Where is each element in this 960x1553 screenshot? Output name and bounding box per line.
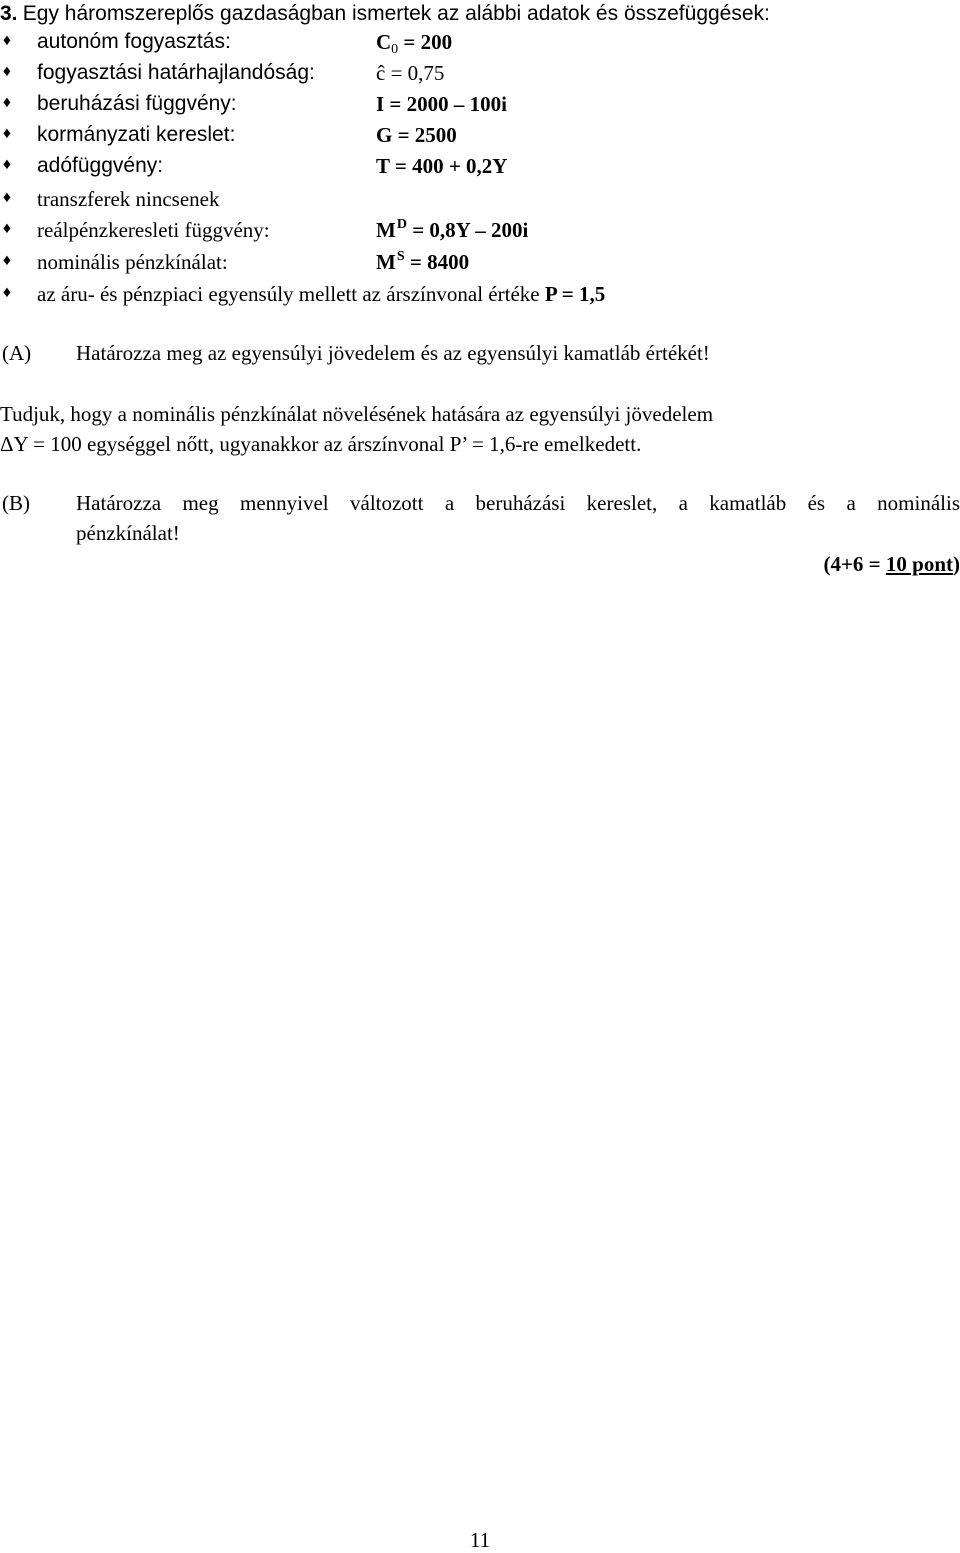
list-item (0, 218, 960, 244)
context-line-1: Tudjuk, hogy a nominális pénzkínálat növelésének hatására az egyensúlyi jövedelem (0, 402, 714, 426)
diamond-bullet-icon: ♦ (2, 94, 12, 111)
list-item (0, 30, 960, 56)
list-item (0, 154, 960, 180)
item-label: nominális pénzkínálat: (37, 250, 228, 274)
diamond-bullet-icon: ♦ (2, 284, 12, 301)
list-item (0, 282, 960, 308)
item-label: reálpénzkeresleti függvény: (37, 218, 270, 242)
item-value: I = 2000 – 100i (376, 92, 507, 116)
item-label: transzferek nincsenek (37, 187, 220, 211)
question-b-line-1: Határozza meg mennyivel változott a beruházási kereslet, a kamatláb és a nominális (76, 491, 960, 515)
item-label: az áru- és pénzpiaci egyensúly mellett az árszínvonal értéke P = 1,5 (37, 282, 606, 306)
diamond-bullet-icon: ♦ (2, 252, 12, 269)
page-number: 11 (469, 1528, 491, 1552)
question-b-tag: (B) (2, 491, 30, 515)
question-b-cont (0, 521, 960, 547)
list-item (0, 187, 960, 213)
question-a-tag: (A) (2, 341, 32, 365)
list-item (0, 250, 960, 276)
list-item (0, 123, 960, 149)
context-line-2: ΔY = 100 egységgel nőtt, ugyanakkor az árszínvonal P’ = 1,6-re emelkedett. (0, 432, 642, 456)
points-value: 10 pont (885, 552, 953, 576)
item-value: T = 400 + 0,2Y (376, 154, 508, 178)
question-b-line-2: pénzkínálat! (76, 521, 180, 545)
question-b (0, 491, 960, 517)
item-label: autonóm fogyasztás: (37, 30, 231, 53)
diamond-bullet-icon: ♦ (2, 63, 12, 80)
diamond-bullet-icon: ♦ (2, 189, 12, 206)
item-value: $M^D = 0,8Y - 200i$ (376, 217, 529, 242)
problem-title (0, 0, 770, 27)
diamond-bullet-icon: ♦ (2, 156, 12, 173)
item-value: G = 2500 (376, 123, 457, 147)
item-label: adófüggvény: (37, 154, 164, 177)
points-total: (4+6 = 10 pont) (823, 552, 960, 576)
question-a (0, 341, 960, 367)
price-level-value: P = 1,5 (544, 282, 606, 306)
item-label: beruházási függvény: (37, 92, 237, 115)
problem-intro: Egy háromszereplős gazdaságban ismertek az alábbi adatok és összefüggések: (22, 2, 770, 25)
diamond-bullet-icon: ♦ (2, 32, 12, 49)
diamond-bullet-icon: ♦ (2, 220, 12, 237)
problem-number: 3. (0, 2, 18, 25)
diamond-bullet-icon: ♦ (2, 125, 12, 142)
list-item (0, 92, 960, 118)
question-a-text: Határozza meg az egyensúlyi jövedelem és az egyensúlyi kamatláb értékét! (76, 341, 710, 365)
item-value: ĉ = 0,75 (376, 61, 445, 85)
item-label: kormányzati kereslet: (37, 123, 236, 146)
list-item (0, 61, 960, 87)
item-value: C0 = 200 (376, 30, 453, 57)
item-value: $M^S = 8400$ (376, 249, 470, 274)
item-label: fogyasztási határhajlandóság: (37, 61, 315, 84)
